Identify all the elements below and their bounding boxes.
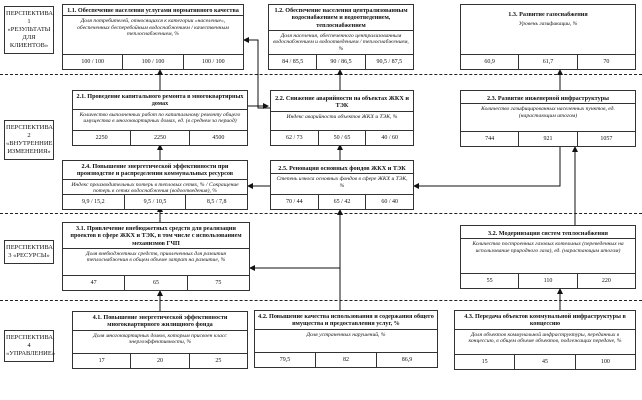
indicator-text: Уровень газификации, %	[518, 21, 578, 28]
target-values	[73, 130, 247, 145]
target-value: 2250	[73, 131, 131, 145]
perspective-4-label: ПЕРСПЕКТИВА 4 «УПРАВЛЕНИЕ»	[4, 330, 54, 362]
target-value: 45	[515, 355, 575, 369]
target-value: 70	[603, 59, 610, 65]
objective-title: 3.1. Привлечение внебюджетных средств для реализации проектов в сфере ЖКХ и ТЭК, в том числе с использованием механизмов ГЧП	[70, 225, 242, 247]
indicator-text: Доля устраненных нарушений, %	[255, 329, 437, 341]
target-value: 65	[125, 276, 187, 290]
perspective-divider-3	[0, 300, 642, 301]
target-value: 744	[461, 132, 519, 146]
target-value: 15	[455, 355, 515, 369]
target-values	[269, 54, 413, 69]
objective-title: 2.3. Развитие инженерной инфраструктуры	[487, 95, 609, 102]
objective-2-5	[270, 160, 414, 210]
target-value: 100 / 100	[201, 59, 225, 65]
target-values	[63, 54, 243, 69]
indicator-text: Доля внебюджетных средств, привлеченных для развития теплоснабжения в общем объеме затрат на развитие, %	[63, 248, 249, 266]
indicator-text: Количество построенных газовых котельных (переведенных на использование природного газа), ед. (нарастающим итогом)	[461, 238, 635, 256]
objective-2-4	[62, 160, 248, 210]
perspective-3-label: ПЕРСПЕКТИВА 3 «РЕСУРСЫ»	[4, 240, 54, 264]
target-value: 25	[215, 358, 222, 364]
target-values	[63, 275, 249, 290]
objective-title: 4.3. Передача объектов коммунальной инфраструктуры в концессию	[464, 313, 626, 328]
perspective-divider-2	[0, 213, 642, 214]
target-values	[255, 352, 437, 367]
target-value: 61,7	[519, 55, 577, 69]
target-value: 100 / 100	[63, 55, 123, 69]
objective-title: 1.1. Обеспечение населения услугами нормативного качества	[67, 7, 239, 14]
target-values	[461, 131, 635, 146]
target-value: 75	[215, 280, 222, 286]
target-values	[63, 194, 247, 209]
objective-title: 4.1. Повышение энергетической эффективности многоквартирного жилищного фонда	[92, 314, 228, 329]
target-values	[271, 194, 413, 209]
objective-title: 2.1. Проведение капитального ремонта в многоквартирных домах	[76, 93, 244, 108]
target-value: 47	[63, 276, 125, 290]
indicator-text: Индекс аварийности объектов ЖКХ и ТЭК, %	[271, 111, 413, 123]
objective-1-2	[268, 4, 414, 70]
target-value: 921	[519, 132, 577, 146]
indicator-text: Доля многоквартирных домов, которым присвоен класс энергоэффективности, %	[73, 330, 247, 348]
indicator-text: Доля объектов коммунальной инфраструктуры, переданных в концессию, в общем объеме объектов, подлежащих передаче, %	[455, 329, 635, 347]
target-values	[455, 354, 635, 369]
objective-4-1	[72, 311, 248, 369]
target-value: 82	[316, 353, 377, 367]
objective-title: 2.5. Реновация основных фондов ЖКХ и ТЭК	[278, 165, 406, 172]
objective-1-3	[460, 4, 636, 70]
target-value: 62 / 73	[271, 131, 319, 145]
target-value: 8,5 / 7,8	[206, 199, 227, 205]
objective-title: 2.2. Снижение аварийности на объектах ЖКХ и ТЭК	[275, 95, 409, 110]
perspective-2-label: ПЕРСПЕКТИВА 2 «ВНУТРЕННИЕ ИЗМЕНЕНИЯ»	[4, 120, 54, 160]
target-value: 86,9	[401, 357, 413, 363]
target-values	[73, 353, 247, 368]
target-value: 1057	[600, 136, 613, 142]
objective-2-3	[460, 90, 636, 147]
objective-3-1	[62, 222, 250, 291]
target-values	[461, 54, 635, 69]
target-value: 90 / 86,5	[317, 55, 365, 69]
target-value: 40 / 60	[381, 135, 399, 141]
indicator-text: Индекс производительных потерь в тепловых сетях, % / Сокращение потерь в сетях водоснабжения (водоотведения), %	[63, 179, 247, 197]
target-value: 17	[73, 354, 131, 368]
perspective-divider-1	[0, 74, 642, 75]
objective-4-3	[454, 310, 636, 370]
perspective-1-label: ПЕРСПЕКТИВА 1 «РЕЗУЛЬТАТЫ ДЛЯ КЛИЕНТОВ»	[4, 6, 54, 54]
target-values	[461, 273, 635, 288]
target-value: 60,9	[461, 55, 519, 69]
target-value: 9,9 / 15,2	[63, 195, 125, 209]
target-value: 20	[131, 354, 189, 368]
target-value: 84 / 85,5	[269, 55, 317, 69]
indicator-text: Степень износа основных фондов в сфере ЖКХ и ТЭК, %	[271, 173, 413, 191]
target-value: 60 / 40	[381, 199, 399, 205]
indicator-text: Количество газифицированных населенных пунктов, ед. (нарастающим итогом)	[461, 103, 635, 121]
target-value: 4500	[212, 135, 225, 141]
target-values	[271, 130, 413, 145]
objective-2-1	[72, 90, 248, 146]
target-value: 90,5 / 87,5	[376, 59, 403, 65]
target-value: 65 / 42	[319, 195, 367, 209]
target-value: 79,5	[255, 353, 316, 367]
objective-1-1	[62, 4, 244, 70]
target-value: 70 / 44	[271, 195, 319, 209]
indicator-text: Количество выполненных работ по капитальному ремонту общего имущества в многоквартирных домах, ед. (в среднем за период)	[73, 109, 247, 127]
target-value: 55	[461, 274, 519, 288]
target-value: 220	[601, 278, 611, 284]
objective-2-2	[270, 90, 414, 146]
objective-title: 3.2. Модернизация систем теплоснабжения	[487, 230, 609, 237]
target-value: 50 / 65	[319, 131, 367, 145]
objective-title: 1.2. Обеспечение населения централизованным водоснабжением и водоотведением, теплоснабжением	[274, 7, 408, 29]
objective-4-2	[254, 310, 438, 368]
objective-title: 2.4. Повышение энергетической эффективности при производстве и распределении коммунальных ресурсов	[76, 163, 234, 178]
indicator-text: Доля потребителей, относящихся к категории «население», обеспеченных бесперебойным водоснабжением / качественным теплоснабжением, %	[63, 15, 243, 40]
target-value: 2250	[131, 131, 189, 145]
indicator-text: Доля населения, обеспеченного централизованным водоснабжением и водоотведением / теплоснабжением, %	[269, 30, 413, 55]
target-value: 100	[600, 359, 610, 365]
objective-title: 4.2. Повышение качества использования и содержания общего имущества и предоставления услуг, %	[258, 313, 434, 328]
target-value: 9,5 / 10,5	[125, 195, 187, 209]
objective-3-2	[460, 225, 636, 289]
target-value: 100 / 100	[123, 55, 183, 69]
objective-title: 1.3. Развитие газоснабжения	[508, 11, 588, 18]
target-value: 110	[519, 274, 577, 288]
